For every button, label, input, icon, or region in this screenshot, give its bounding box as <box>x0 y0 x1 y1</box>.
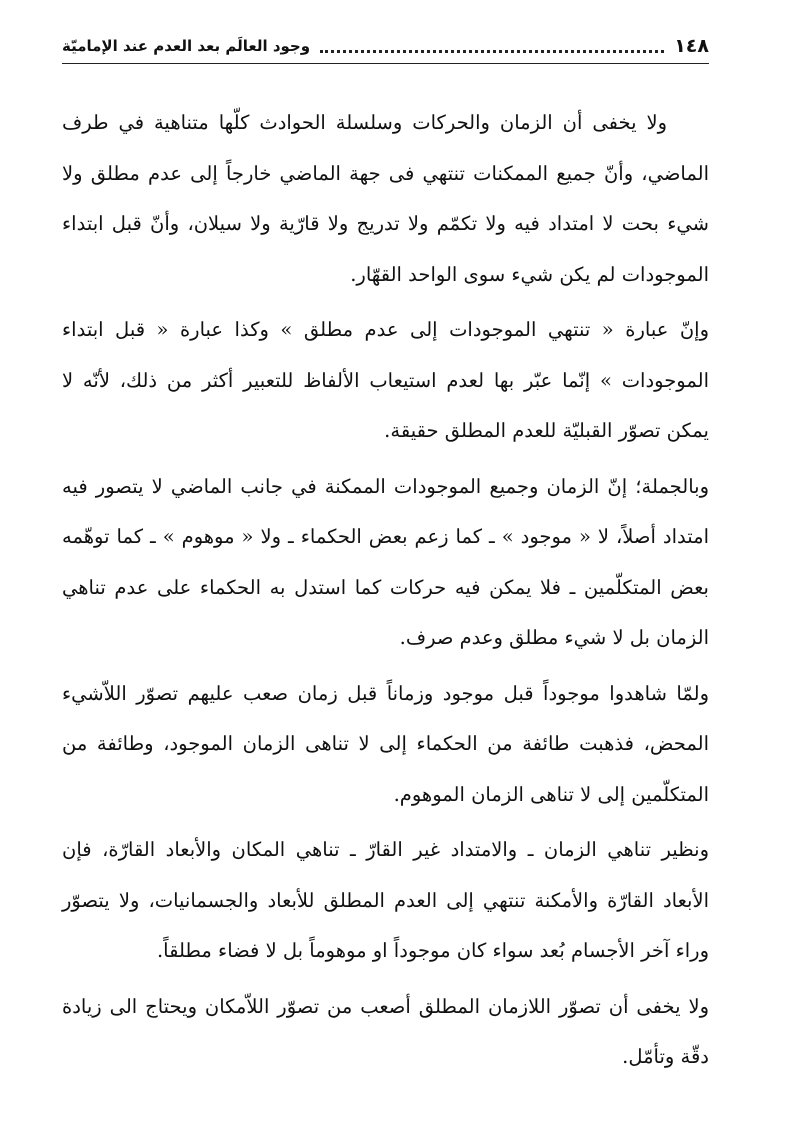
paragraph-1: ولا يخفى أن الزمان والحركات وسلسلة الحوادث كلّها متناهية في طرف الماضي، وأنّ جميع الممكنات تنتهي فى جهة الماضي خارجاً إلى عدم مطلق ولا شيء بحت لا امتداد فيه ولا تكمّم ولا تدريج ولا قارّية ولا سيلان، وأنّ قبل ابتداء الموجودات لم يكن شيء سوى الواحد القهّار. <box>62 111 709 286</box>
paragraph-5: ونظير تناهي الزمان ـ والامتداد غير القارّ ـ تناهي المكان والأبعاد القارّة، فإن الأبعاد القارّة والأمكنة تنتهي إلى العدم المطلق للأبعاد والجسمانيات، ولا يتصوّر وراء آخر الأجسام بُعد سواء كان موجوداً او موهوماً بل لا فضاء مطلقاً. <box>62 838 709 962</box>
header-dot-leader <box>320 46 664 53</box>
page-header <box>62 30 709 62</box>
paragraph-3: وبالجملة؛ إنّ الزمان وجميع الموجودات الممكنة في جانب الماضي لا يتصور فيه امتداد أصلاً، لا « موجود » ـ كما زعم بعض الحكماء ـ ولا « موهوم » ـ كما توهّمه بعض المتكلّمين ـ فلا يمكن فيه حركات كما استدل به الحكماء على عدم تناهي الزمان بل لا شيء مطلق وعدم صرف. <box>62 474 709 649</box>
header-rule <box>62 63 709 64</box>
paragraph-2: وإنّ عبارة « تنتهي الموجودات إلى عدم مطلق » وكذا عبارة « قبل ابتداء الموجودات » إنّما عبّر بها لعدم استيعاب الألفاظ للتعبير أكثر من ذلك، لأنّه لا يمكن تصوّر القبليّة للعدم المطلق حقيقة. <box>62 318 709 442</box>
paragraph-6: ولا يخفى أن تصوّر اللازمان المطلق أصعب من تصوّر اللاّمكان ويحتاج الى زيادة دقّة وتأمّل. <box>62 994 709 1068</box>
body-text <box>62 98 709 1088</box>
paragraph-4: ولمّا شاهدوا موجوداً قبل موجود وزماناً قبل زمان صعب عليهم تصوّر اللاّشيء المحض، فذهبت طائفة من الحكماء إلى لا تناهى الزمان الموجود، وطائفة من المتكلّمين إلى لا تناهى الزمان الموهوم. <box>62 681 709 806</box>
running-title: وجود العالَم بعد العدم عند الإماميّة <box>62 37 311 55</box>
page-number: ١٤٨ <box>674 35 709 57</box>
